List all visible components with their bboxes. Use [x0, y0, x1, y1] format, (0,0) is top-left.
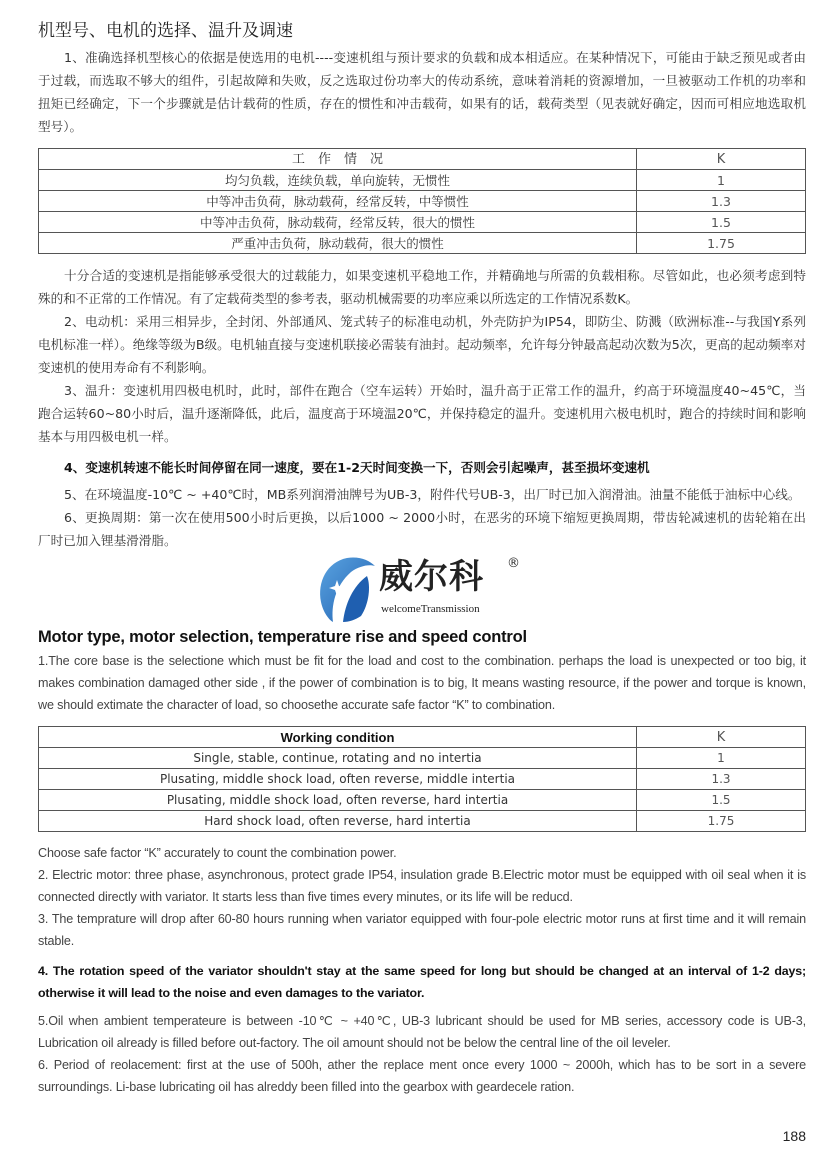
en-paragraph-6: 5.Oil when ambient temperateure is between -10℃ ~ +40℃, UB-3 lubricant should be used for MB series, accessory code is UB-3, Lubrication oil already is filled before out-factory. The oil amount should not be below the central line of the oil leveler. — [38, 1014, 806, 1050]
chinese-section-title: 机型号、电机的选择、温升及调速 — [38, 21, 293, 41]
cn-paragraph-4: 3、温升：变速机用四极电机时，此时，部件在跑合（空车运转）开始时，温升高于正常工作的温升，约高于环境温度40~45℃，当跑合运转60~80小时后，温升逐渐降低，此后，温度高于环境温20℃，并保持稳定的温升。变速机用六极电机时，跑合的持续时间和影响基本与用四极电机一样。 — [38, 383, 806, 444]
table-header-row — [39, 149, 806, 170]
english-body — [38, 842, 806, 1098]
logo-name-cn: 威尔科 — [379, 557, 484, 597]
english-intro — [38, 650, 806, 716]
k-cell: 1.75 — [637, 233, 806, 254]
cn-paragraph-5: 4、变速机转速不能长时间停留在同一速度，要在1-2天时间变换一下，否则会引起噪声，甚至损坏变速机 — [64, 460, 650, 475]
logo-swoosh-icon — [317, 556, 377, 622]
table-row — [39, 170, 806, 191]
k-cell: 1.3 — [637, 191, 806, 212]
condition-cell: 中等冲击负荷，脉动载荷，经常反转，中等惯性 — [39, 191, 637, 212]
condition-cell: 均匀负载，连续负载，单向旋转，无惯性 — [39, 170, 637, 191]
condition-cell: 严重冲击负荷，脉动载荷，很大的惯性 — [39, 233, 637, 254]
cn-paragraph-6: 5、在环境温度-10℃ ~ +40℃时，MB系列润滑油牌号为UB-3，附件代号UB-3，出厂时已加入润滑油。油量不能低于油标中心线。 — [64, 487, 801, 502]
en-paragraph-5: 4. The rotation speed of the variator shouldn't stay at the same speed for long but should be changed at an interval of 1-2 days; otherwise it will lead to the noise and even damages to the variator. — [38, 964, 806, 1000]
cn-paragraph-1: 1、准确选择机型核心的依据是使选用的电机----变速机组与预计要求的负载和成本相适应。在某种情况下，可能由于缺乏预见或者由于过载，而选取不够大的组件，引起故障和失败，反之选取过份功率大的传动系统，意味着消耗的资源增加，一旦被驱动工作机的功率和扭矩已经确定，下一个步骤就是估计载荷的性质，存在的惯性和冲击载荷，如果有的话，载荷类型（见表就好确定，因而可相应地选取机型号）。 — [38, 50, 806, 134]
registered-mark: ® — [507, 556, 520, 571]
cn-load-table — [38, 148, 806, 254]
k-cell: 1.3 — [637, 769, 806, 790]
chinese-body — [38, 264, 806, 552]
condition-cell: 中等冲击负荷，脉动载荷，经常反转，很大的惯性 — [39, 212, 637, 233]
header-k: K — [637, 727, 806, 748]
en-paragraph-7: 6. Period of reolacement: first at the use of 500h, ather the replace ment once every 1000 ~ 2000h, which has to be sort in a severe surroundings. Li-base lubricating oil has alreddy been filled into the gearbox with geardecele ration. — [38, 1058, 806, 1094]
condition-cell: Plusating, middle shock load, often reverse, hard intertia — [39, 790, 637, 811]
condition-cell: Single, stable, continue, rotating and no intertia — [39, 748, 637, 769]
table-row — [39, 790, 806, 811]
cn-paragraph-7: 6、更换周期：第一次在使用500小时后更换，以后1000 ~ 2000小时，在恶劣的环境下缩短更换周期，带齿轮减速机的齿轮箱在出厂时已加入锂基滑滑脂。 — [38, 510, 806, 548]
page-number: 188 — [782, 1128, 806, 1144]
k-cell: 1.5 — [637, 790, 806, 811]
logo-name-en: welcomeTransmission — [381, 603, 480, 615]
k-cell: 1.75 — [637, 811, 806, 832]
table-row — [39, 212, 806, 233]
condition-cell: Plusating, middle shock load, often reverse, middle intertia — [39, 769, 637, 790]
company-logo — [317, 556, 527, 622]
table-row — [39, 748, 806, 769]
header-working-condition: Working condition — [39, 727, 637, 748]
header-k: K — [637, 149, 806, 170]
en-paragraph-4: 3. The temprature will drop after 60-80 hours running when variator equipped with four-pole electric motor runs at first time and it will remain stable. — [38, 912, 806, 948]
en-paragraph-3: 2. Electric motor: three phase, asynchronous, protect grade IP54, insulation grade B.Electric motor must be equipped with oil seal when it is connected directly with variator. It starts less than five times every minutes, or its life will be reducd. — [38, 868, 806, 904]
header-working-condition: 工 作 情 况 — [39, 149, 637, 170]
k-cell: 1 — [637, 170, 806, 191]
en-paragraph-1: 1.The core base is the selectione which must be fit for the load and cost to the combination. perhaps the load is unexpected or too big, it makes combination damaged other side , if the power of combination is to big, It means wasting resource, if the power and torque is known, we should extimate the character of load, so choosethe accurate safe factor “K” to combination. — [38, 654, 806, 712]
table-row — [39, 769, 806, 790]
table-row — [39, 191, 806, 212]
table-row — [39, 811, 806, 832]
en-load-table — [38, 726, 806, 832]
table-row — [39, 233, 806, 254]
cn-paragraph-3: 2、电动机：采用三相异步，全封闭、外部通风、笼式转子的标准电动机，外壳防护为IP54，即防尘、防溅（欧洲标准--与我国Y系列电机标准一样）。绝缘等级为B级。电机轴直接与变速机联接必需装有油封。起动频率，允许每分钟最高起动次数为5次，更高的起动频率对变速机的使用寿命有不利影响。 — [38, 314, 806, 375]
en-paragraph-2: Choose safe factor “K” accurately to count the combination power. — [38, 846, 397, 860]
cn-paragraph-2: 十分合适的变速机是指能够承受很大的过载能力，如果变速机平稳地工作，并精确地与所需的负载相称。尽管如此，也必须考虑到特殊的和不正常的工作情况。有了定载荷类型的参考表，驱动机械需要的功率应乘以所选定的工作情况系数K。 — [38, 268, 806, 306]
english-section-title: Motor type, motor selection, temperature rise and speed control — [38, 628, 527, 646]
condition-cell: Hard shock load, often reverse, hard intertia — [39, 811, 637, 832]
k-cell: 1 — [637, 748, 806, 769]
k-cell: 1.5 — [637, 212, 806, 233]
table-header-row — [39, 727, 806, 748]
chinese-intro — [38, 46, 806, 138]
